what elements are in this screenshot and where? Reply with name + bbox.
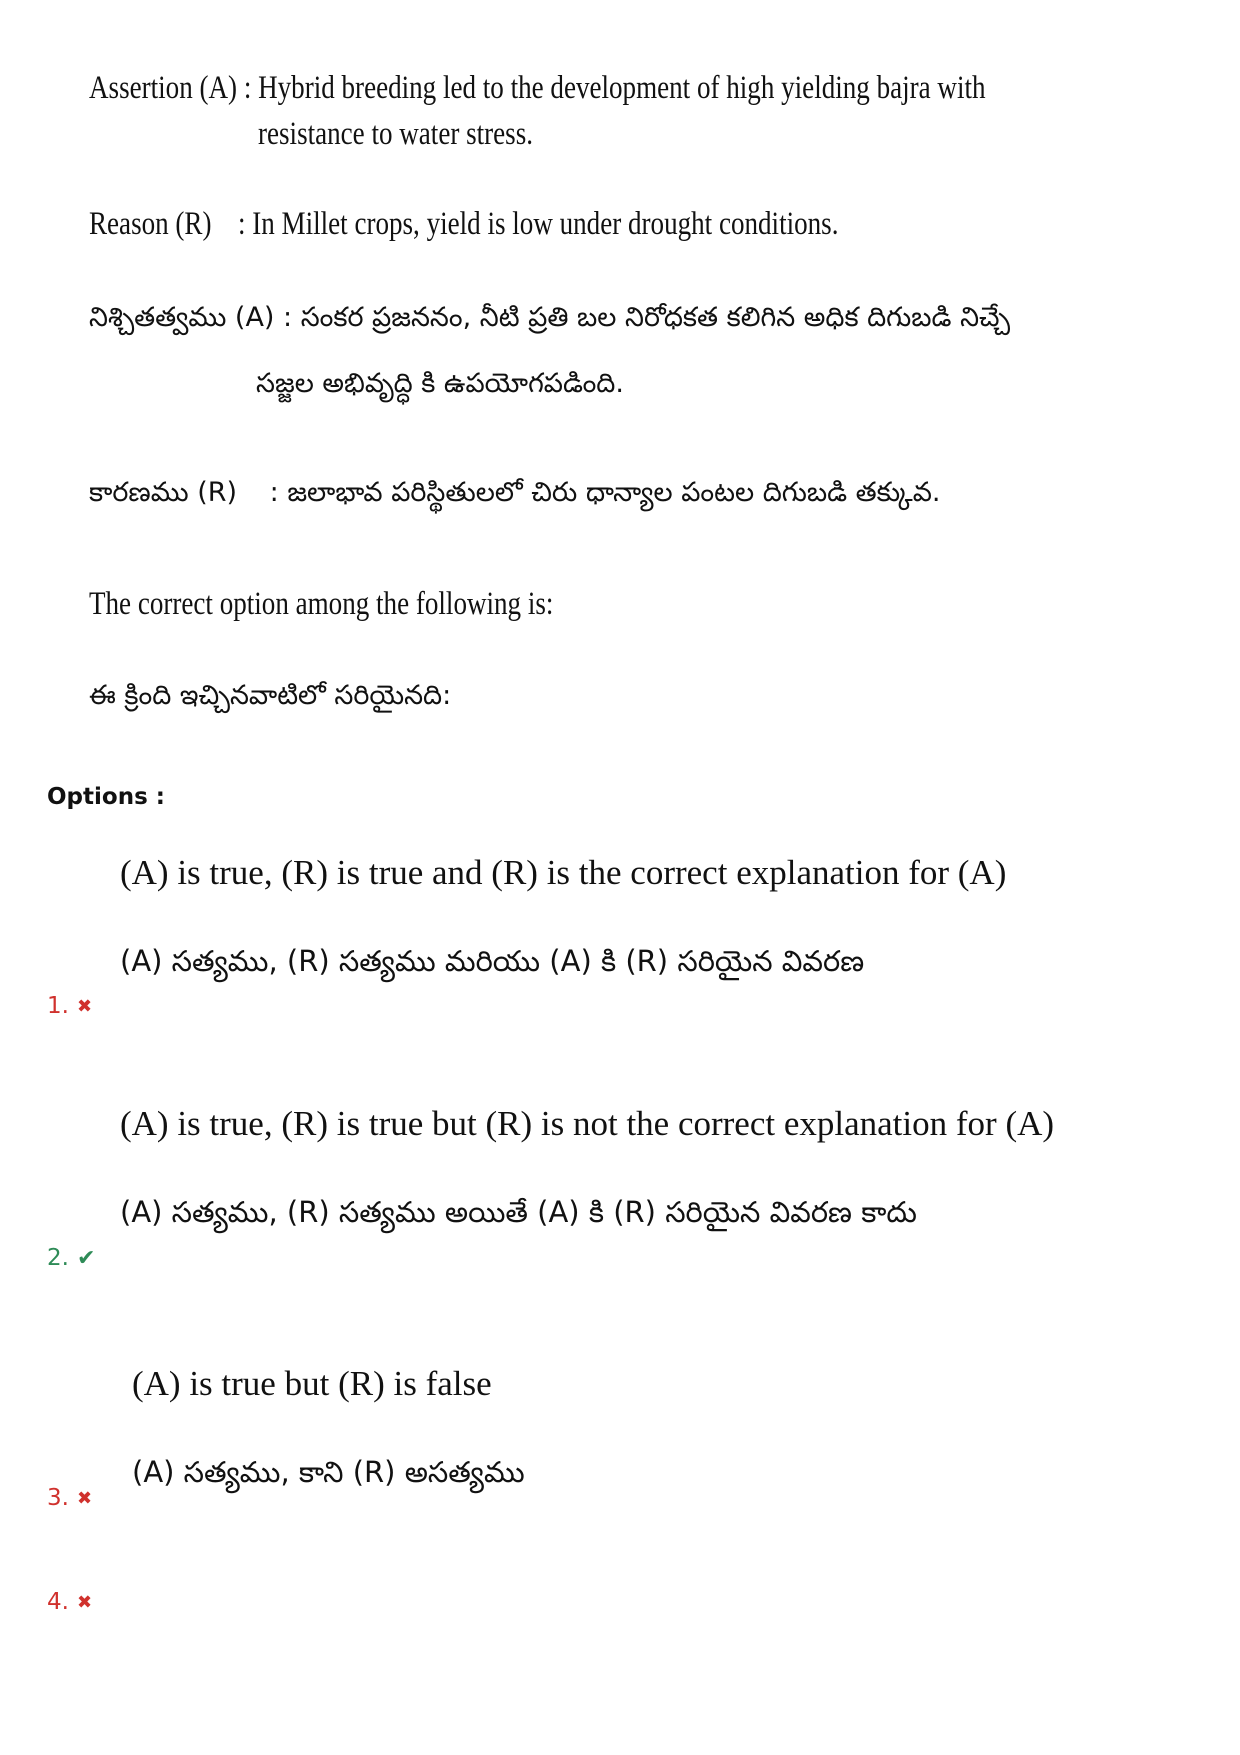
assertion-en-continued: resistance to water stress. <box>258 116 534 152</box>
reason-en-label: Reason (R) <box>89 206 212 242</box>
option-4-marker[interactable] <box>47 1589 92 1615</box>
option-2-en: (A) is true, (R) is true but (R) is not the correct explanation for (A) <box>120 1104 1055 1143</box>
option-2-te: (A) సత్యము, (R) సత్యము అయితే (A) కి (R) సరియైన వివరణ కాదు <box>120 1195 917 1229</box>
assertion-en-text: Hybrid breeding led to the development of high yielding bajra with <box>258 70 986 106</box>
option-1-te: (A) సత్యము, (R) సత్యము మరియు (A) కి (R) సరియైన వివరణ <box>120 944 865 978</box>
option-1-number: 1. <box>47 993 69 1019</box>
assertion-te <box>89 302 1010 340</box>
option-3-te: (A) సత్యము, కాని (R) అసత్యము <box>132 1455 525 1489</box>
reason-en-text: : In Millet crops, yield is low under drought conditions. <box>237 206 839 242</box>
option-1-marker[interactable] <box>47 993 92 1019</box>
assertion-te-label: నిశ్చితత్వము (A) : <box>89 302 293 333</box>
prompt-te: ఈ క్రింది ఇచ్చినవాటిలో సరియైనది: <box>89 680 452 711</box>
option-2-marker[interactable] <box>47 1245 95 1271</box>
assertion-te-continued: సజ్జల అభివృద్ధి కి ఉపయోగపడింది. <box>256 368 624 399</box>
options-heading: Options : <box>47 784 165 810</box>
reason-en <box>89 206 838 243</box>
reason-te-label: కారణము (R) <box>89 477 238 508</box>
assertion-en-label: Assertion (A) : <box>89 70 252 106</box>
reason-te <box>89 477 941 515</box>
option-3-number: 3. <box>47 1485 69 1511</box>
cross-icon: ✖ <box>76 1591 93 1613</box>
cross-icon: ✖ <box>76 995 93 1017</box>
check-icon: ✔ <box>76 1245 96 1271</box>
option-1-en: (A) is true, (R) is true and (R) is the correct explanation for (A) <box>120 853 1007 892</box>
option-3-en: (A) is true but (R) is false <box>132 1364 492 1403</box>
option-3-marker[interactable] <box>47 1485 92 1511</box>
prompt-en: The correct option among the following is: <box>89 586 554 622</box>
assertion-en <box>89 70 986 107</box>
assertion-te-text: సంకర ప్రజననం, నీటి ప్రతి బల నిరోధకత కలిగిన అధిక దిగుబడి నిచ్చే <box>300 302 1011 333</box>
option-2-number: 2. <box>47 1245 69 1271</box>
option-4-number: 4. <box>47 1589 69 1615</box>
reason-te-text: : జలాభావ పరిస్థితులలో చిరు ధాన్యాల పంటల దిగుబడి తక్కువ. <box>269 477 941 508</box>
cross-icon: ✖ <box>76 1487 93 1509</box>
